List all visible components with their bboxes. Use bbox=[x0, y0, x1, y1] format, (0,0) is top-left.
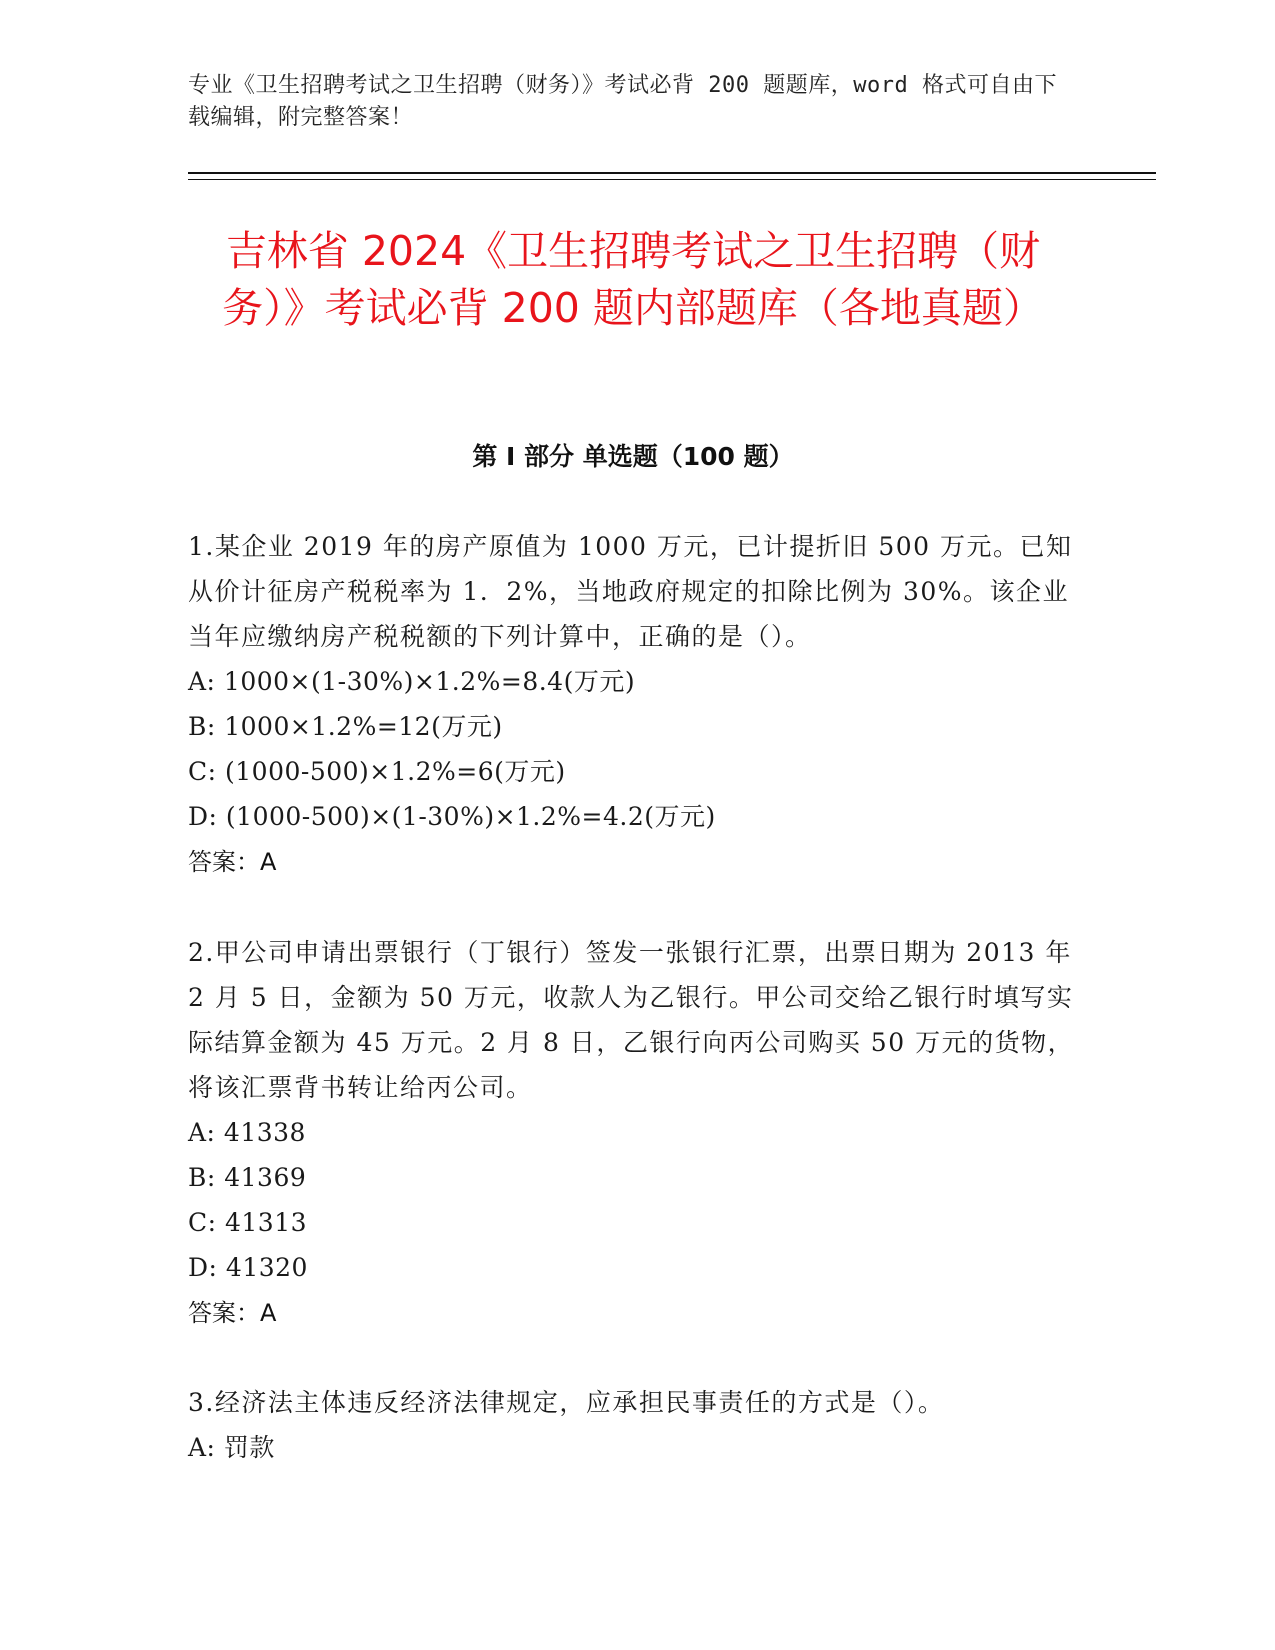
section-heading: 第 I 部分 单选题（100 题） bbox=[472, 442, 794, 471]
answer-line: 答案：A bbox=[188, 848, 277, 876]
option-c: C: 41313 bbox=[188, 1208, 308, 1237]
option-b: B: 1000×1.2%=12(万元) bbox=[188, 712, 503, 741]
answer-line: 答案：A bbox=[188, 1299, 277, 1327]
question-1 bbox=[188, 524, 1078, 885]
question-stem: 2.甲公司申请出票银行（丁银行）签发一张银行汇票，出票日期为 2013 年 2 月 5 日，金额为 50 万元，收款人为乙银行。甲公司交给乙银行时填写实际结算金额为 45 万元。2 月 8 日，乙银行向丙公司购买 50 万元的货物，将该汇票背书转让给丙公司。 bbox=[188, 938, 1075, 1102]
option-a: A: 罚款 bbox=[188, 1433, 275, 1462]
option-c: C: (1000-500)×1.2%=6(万元) bbox=[188, 757, 566, 786]
option-a: A: 41338 bbox=[188, 1118, 306, 1147]
header-note: 专业《卫生招聘考试之卫生招聘（财务）》考试必背 200 题题库，word 格式可自由下载编辑，附完整答案！ bbox=[188, 73, 1057, 130]
header-divider-thin bbox=[188, 179, 1156, 180]
option-d: D: 41320 bbox=[188, 1253, 308, 1282]
question-2 bbox=[188, 930, 1078, 1336]
option-b: B: 41369 bbox=[188, 1163, 307, 1192]
document-title: 吉林省 2024《卫生招聘考试之卫生招聘（财务）》考试必背 200 题内部题库（各地真题） bbox=[222, 227, 1044, 332]
option-d: D: (1000-500)×(1-30%)×1.2%=4.2(万元) bbox=[188, 802, 716, 831]
option-a: A: 1000×(1-30%)×1.2%=8.4(万元) bbox=[188, 667, 636, 696]
question-stem: 1.某企业 2019 年的房产原值为 1000 万元，已计提折旧 500 万元。已知从价计征房产税税率为 1．2%，当地政府规定的扣除比例为 30%。该企业当年应缴纳房产税税额的下列计算中，正确的是（）。 bbox=[188, 532, 1073, 651]
question-stem: 3.经济法主体违反经济法律规定，应承担民事责任的方式是（）。 bbox=[188, 1388, 945, 1417]
header-divider-thick bbox=[188, 172, 1156, 174]
question-3 bbox=[188, 1380, 1078, 1470]
